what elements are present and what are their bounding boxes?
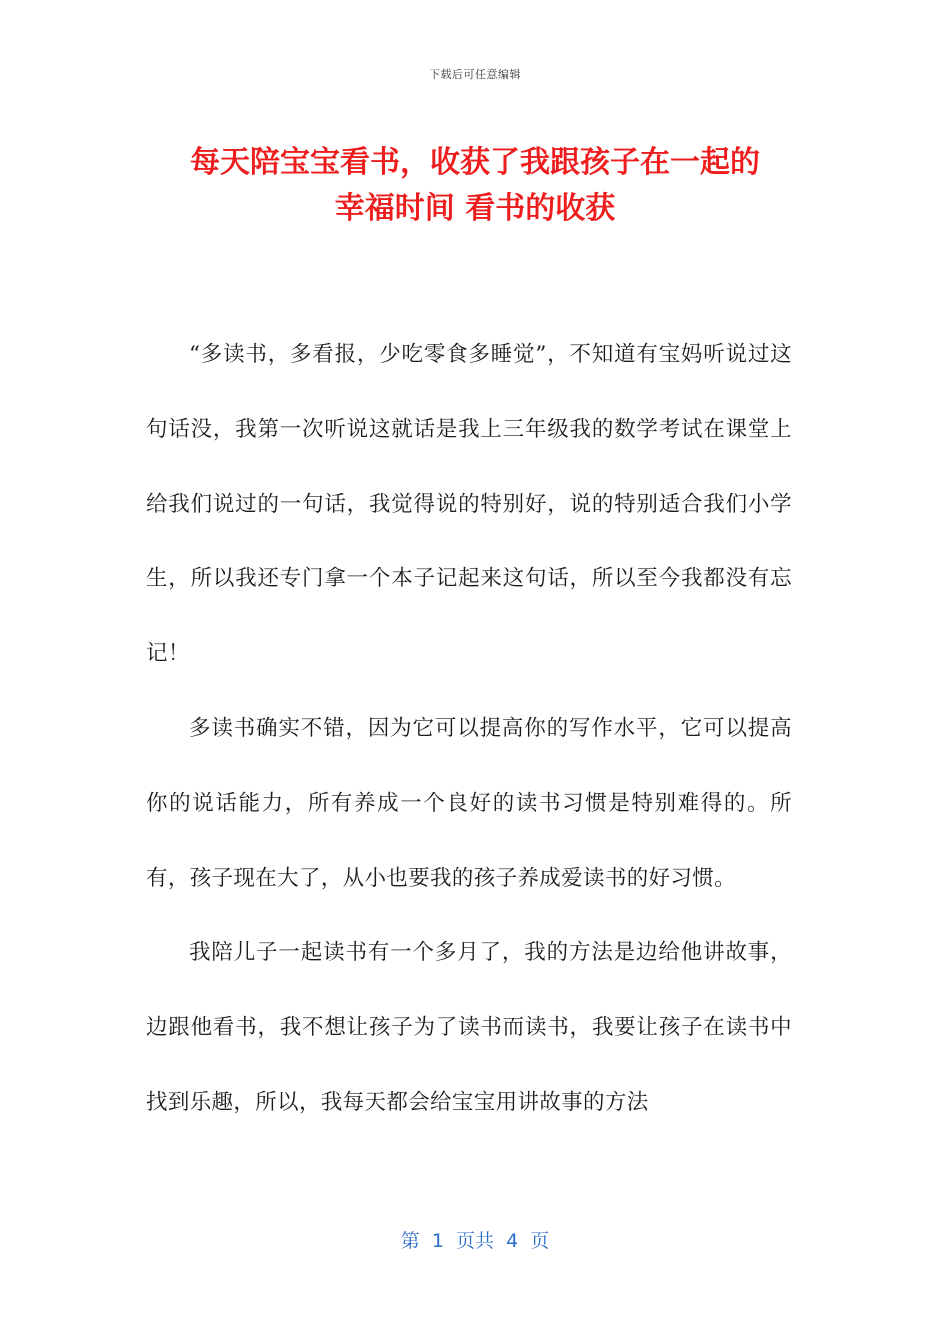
document-body xyxy=(146,318,792,1141)
header-note: 下载后可任意编辑 xyxy=(429,68,521,81)
page-number-footer: 第 1 页共 4 页 xyxy=(400,1230,550,1252)
title-line-1: 每天陪宝宝看书，收获了我跟孩子在一起的 xyxy=(190,145,760,180)
paragraph-1: “多读书，多看报，少吃零食多睡觉”，不知道有宝妈听说过这句话没，我第一次听说这就话是我上三年级我的数学考试在课堂上给我们说过的一句话，我觉得说的特别好，说的特别适合我们小学生，所以我还专门拿一个本子记起来这句话，所以至今我都没有忘记！ xyxy=(146,342,792,667)
paragraph-2: 多读书确实不错，因为它可以提高你的写作水平，它可以提高你的说话能力，所有养成一个良好的读书习惯是特别难得的。所有，孩子现在大了，从小也要我的孩子养成爱读书的好习惯。 xyxy=(146,715,792,891)
document-title xyxy=(120,140,830,232)
paragraph-3: 我陪儿子一起读书有一个多月了，我的方法是边给他讲故事，边跟他看书，我不想让孩子为了读书而读书，我要让孩子在读书中找到乐趣，所以，我每天都会给宝宝用讲故事的方法 xyxy=(146,940,792,1115)
title-line-2: 幸福时间 看书的收获 xyxy=(334,191,616,226)
